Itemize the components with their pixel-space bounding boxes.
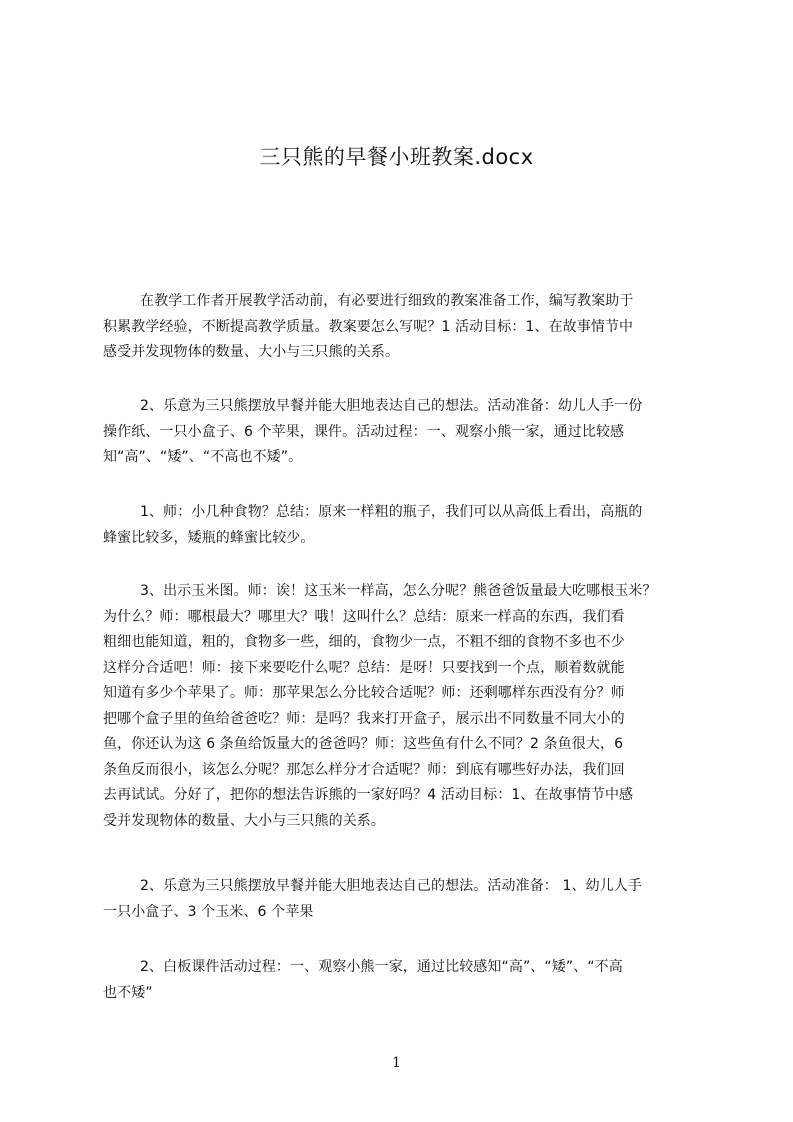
text-line: 2、白板课件活动过程：一、观察小熊一家，通过比较感知“高”、“矮”、“不高 xyxy=(140,959,623,975)
text-line: 条鱼反而很小，该怎么分呢？那怎么样分才合适呢？师：到底有哪些好办法，我们回 xyxy=(103,761,625,778)
paragraph-preparation xyxy=(103,874,703,925)
paragraph-intro xyxy=(103,289,703,366)
text-line: 把哪个盒子里的鱼给爸爸吃？师：是吗？我来打开盒子，展示出不同数量不同大小的 xyxy=(103,710,625,727)
text-line: 知道有多少个苹果了。师：那苹果怎么分比较合适呢？师：还剩哪样东西没有分？师 xyxy=(103,685,625,701)
text-line: 2、乐意为三只熊摆放早餐并能大胆地表达自己的想法。活动准备： 1、幼儿人手 xyxy=(140,878,642,894)
text-line: 感受并发现物体的数量、大小与三只熊的关系。 xyxy=(103,344,400,360)
paragraph-process xyxy=(103,955,703,1006)
text-line: 这样分合适吧！师：接下来要吃什么呢？总结：是呀！只要找到一个点，顺着数就能 xyxy=(103,659,625,676)
text-line: 2、乐意为三只熊摆放早餐并能大胆地表达自己的想法。活动准备：幼儿人手一份 xyxy=(140,398,643,414)
text-line: 受并发现物体的数量、大小与三只熊的关系。 xyxy=(103,812,385,829)
text-line: 1、师：小几种食物？总结：原来一样粗的瓶子，我们可以从高低上看出，高瓶的 xyxy=(140,504,643,520)
text-line: 也不矮” xyxy=(103,984,153,1001)
text-line: 为什么？师：哪根最大？哪里大？哦！这叫什么？总结：原来一样高的东西，我们看 xyxy=(103,608,625,625)
paragraph-step-3 xyxy=(103,579,703,834)
text-line: 蜂蜜比较多，矮瓶的蜂蜜比较少。 xyxy=(103,529,315,546)
text-line: 3、出示玉米图。师：诶！这玉米一样高，怎么分呢？熊爸爸饭量最大吃哪根玉米？ xyxy=(140,583,657,599)
document-title: 三只熊的早餐小班教案.docx xyxy=(259,145,534,169)
text-line: 粗细也能知道，粗的，食物多一些，细的，食物少一点，不粗不细的食物不多也不少 xyxy=(103,634,625,650)
text-line: 知“高”、“矮”、“不高也不矮”。 xyxy=(103,449,303,465)
paragraph-objective-2 xyxy=(103,394,703,471)
text-line: 鱼，你还认为这 6 条鱼给饭量大的爸爸吗？师：这些鱼有什么不同？2 条鱼很大，6 xyxy=(103,736,624,752)
text-line: 操作纸、一只小盒子、6 个苹果，课件。活动过程：一、观察小熊一家，通过比较感 xyxy=(103,423,625,440)
text-line: 去再试试。分好了，把你的想法告诉熊的一家好吗？4 活动目标：1、在故事情节中感 xyxy=(103,787,634,803)
text-line: 积累教学经验，不断提高教学质量。教案要怎么写呢？1 活动目标：1、在故事情节中 xyxy=(103,318,634,335)
text-line: 一只小盒子、3 个玉米、6 个苹果 xyxy=(103,903,314,920)
paragraph-step-1 xyxy=(103,500,703,551)
page-number: 1 xyxy=(392,1055,401,1071)
text-line: 在教学工作者开展教学活动前，有必要进行细致的教案准备工作，编写教案助于 xyxy=(140,293,634,309)
